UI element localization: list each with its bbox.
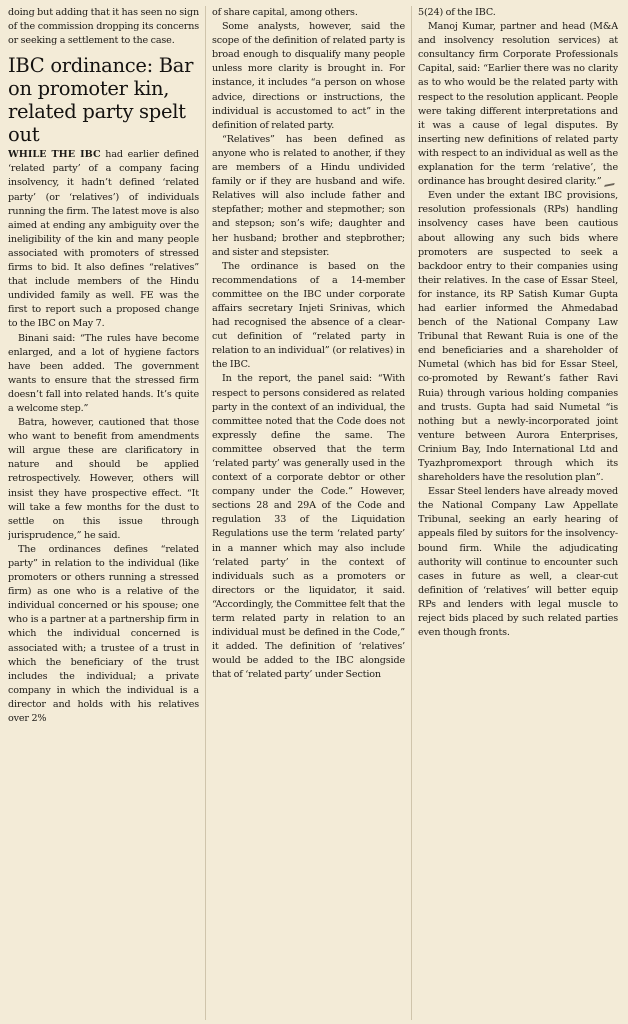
body-paragraph: “Relatives” has been defined as anyone who is related to another, if they are members of a Hindu undivided family or if they are husband and wife. Relatives will also include father and stepfather; mother and stepmother; son and stepson; son’s wife; daughter and her husband; brother and stepbrother; and sister and stepsister. xyxy=(212,133,405,258)
body-paragraph: Batra, however, cautioned that those who want to benefit from amendments will argue these are clarificatory in nature and should be applied retrospectively. However, others will insist they have prospective effect. “It will take a few months for the dust to settle on this issue through jurisprudence,” he said. xyxy=(8,417,199,541)
intro-paragraph: doing but adding that it has seen no sign of the commission dropping its concerns or seeking a settlement to the case. xyxy=(8,7,199,47)
body-paragraph: Binani said: “The rules have become enlarged, and a lot of hygiene factors have been added. The government wants to ensure that the stressed firm doesn’t fall into related hands. It’s quite a welcome step.” xyxy=(8,332,199,414)
body-paragraph: In the report, the panel said: “With respect to persons considered as related party in the context of an individual, the committee noted that the Code does not expressly define the same. The committee observed that the term ‘related party’ was generally used in the context of a corporate debtor or other company under the Code.” However, sections 28 and 29A of the Code and regulation 33 of the Liquidation Regulations use the term ‘related party’ in a manner which may also include ‘related party’ in the context of individuals such as a promoters or directors or the liquidator, it said. “Accordingly, the Committee felt that the term related party in relation to an individual must be defined in the Code,” it added. The definition of ‘relatives’ would be added to the IBC alongside that of ‘related party’ under Section xyxy=(212,373,405,681)
body-paragraph: Essar Steel lenders have already moved the National Company Law Appellate Tribunal, seeking an early hearing of appeals filed by suitors for the insolvency-bound firm. While the adjudicating authority will continue to encounter such cases in future as well, a clear-cut definition of ‘relatives’ will better equip RPs and lenders with legal muscle to reject bids placed by such related parties even though fronts. xyxy=(418,486,618,639)
lead-in-text: WHILE THE IBC xyxy=(8,149,101,161)
body-paragraph: The ordinance is based on the recommendations of a 14-member committee on the IBC under corporate affairs secretary Injeti Srinivas, which had recognised the absence of a clear-cut definition of “related party in relation to an individual” (or relatives) in the IBC. xyxy=(212,260,405,371)
lead-paragraph-text: had earlier defined ‘related party’ of a company facing insolvency, it hadn’t defined ‘related party’ (or ‘relatives’) of individuals running the firm. The latest move is also aimed at ending any ambiguity over the ineligibility of the kin and many people associated with promoters of stressed firms to bid. It also defines “relatives” that include members of the Hindu undivided family as well. FE was the first to report such a proposed change to the IBC on May 7. xyxy=(8,149,200,330)
body-paragraph: 5(24) of the IBC. xyxy=(418,7,496,18)
quote-text: Manoj Kumar, partner and head (M&A and insolvency resolution services) at consultancy firm Corporate Professionals Capital, said: “Earlier there was no clarity as to who would be the related party with respect to the resolution applicant. People were taking different interpretations and it was a cause of legal disputes. By inserting new definitions of related party with respect to an individual as well as the explanation for the term ‘relative’, the ordinance has brought desired clarity.” xyxy=(418,21,618,188)
article-columns xyxy=(8,6,622,1020)
article-headline: IBC ordinance: Bar on promoter kin, related party spelt out xyxy=(8,54,194,147)
column-1 xyxy=(8,6,206,1020)
body-paragraph: Even under the extant IBC provisions, resolution professionals (RPs) handling insolvency cases have been cautious about allowing any such bids where promoters are suspected to seek a backdoor entry to their companies using their relatives. In the case of Essar Steel, for instance, its RP Satish Kumar Gupta had earlier informed the Ahmedabad bench of the National Company Law Tribunal that Rewant Ruia is one of the end beneficiaries and a shareholder of Numetal (which has bid for Essar Steel, co-promoted by Rewant’s father Ravi Ruia) through various holding companies and trusts. Gupta had said Numetal “is nothing but a newly-incorporated joint venture between Aurora Enterprises, Crinium Bay, Indo International Ltd and Tyazhpromexport through which its shareholders have the resolution plan”. xyxy=(418,190,618,484)
body-paragraph: The ordinances defines “related party” in relation to the individual (like promoters or others running a stressed firm) as one who is a relative of the individual concerned or his spouse; one who is a partner at a partnership firm in which the individual concerned is associated with; a trustee of a trust in which the beneficiary of the trust includes the individual; a private company in which the individual is a director and holds with his relatives over 2% xyxy=(8,543,199,725)
body-paragraph: of share capital, among others. xyxy=(212,7,358,18)
quote-paragraph xyxy=(418,20,618,189)
body-paragraph: Some analysts, however, said the scope of the definition of related party is broad enough to disqualify many people unless more clarity is brought in. For instance, it includes “a person on whose advice, directions or instructions, the individual is accustomed to act” in the definition of related party. xyxy=(212,21,405,131)
lead-paragraph xyxy=(8,148,199,331)
column-2 xyxy=(206,6,412,1020)
column-3 xyxy=(412,6,618,1020)
pen-mark-icon xyxy=(604,177,617,187)
